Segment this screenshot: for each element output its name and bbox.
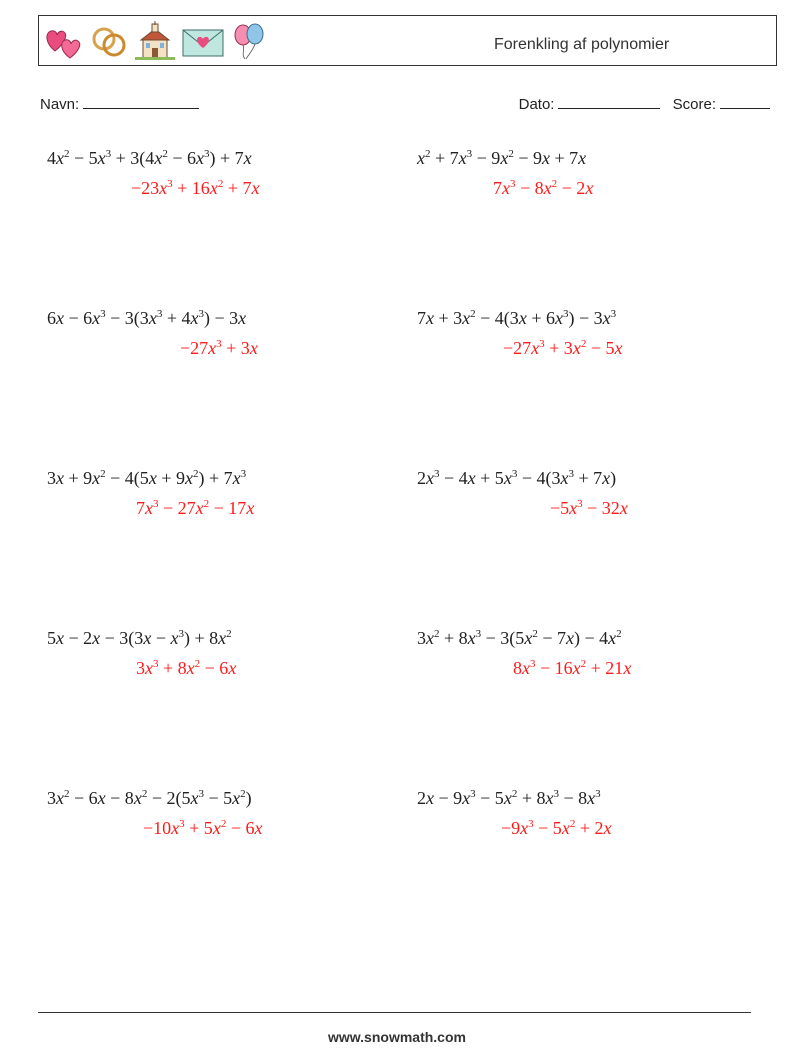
name-label: Navn: <box>40 96 80 113</box>
problem-question: $3x^2 - 6x - 8x^2 - 2(5x^3 - 5x^2)$ <box>47 788 252 808</box>
problem-question: $5x - 2x - 3(3x - x^3) + 8x^2$ <box>47 628 232 648</box>
problem-2 <box>417 148 594 198</box>
date-score-fields <box>519 94 770 113</box>
problem-question: $3x^2 + 8x^3 - 3(5x^2 - 7x) - 4x^2$ <box>417 628 622 648</box>
problem-10 <box>417 788 612 838</box>
chapel-icon <box>135 21 175 61</box>
problem-question: $x^2 + 7x^3 - 9x^2 - 9x + 7x$ <box>417 148 587 168</box>
footer-site[interactable]: www.snowmath.com <box>328 1029 466 1045</box>
problem-answer: $3x^3 + 8x^2 - 6x$ <box>136 658 237 678</box>
problem-6 <box>417 468 628 518</box>
problem-answer: $8x^3 - 16x^2 + 21x$ <box>513 658 632 678</box>
problem-answer: $7x^3 - 8x^2 - 2x$ <box>493 178 594 198</box>
score-label: Score: <box>672 96 716 113</box>
header-box <box>38 15 777 66</box>
problem-4 <box>417 308 623 358</box>
problem-question: $7x + 3x^2 - 4(3x + 6x^3) - 3x^3$ <box>417 308 617 328</box>
name-blank[interactable] <box>83 94 199 109</box>
problem-9 <box>47 788 263 838</box>
problem-8 <box>417 628 632 678</box>
worksheet-title: Forenkling af polynomier <box>494 36 670 53</box>
problem-question: $6x - 6x^3 - 3(3x^3 + 4x^3) - 3x$ <box>47 308 247 328</box>
love-letter-icon <box>181 21 225 61</box>
score-blank[interactable] <box>720 94 770 109</box>
date-label: Dato: <box>518 96 555 113</box>
problem-question: $2x - 9x^3 - 5x^2 + 8x^3 - 8x^3$ <box>417 788 601 808</box>
problem-question: $2x^3 - 4x + 5x^3 - 4(3x^3 + 7x)$ <box>417 468 617 488</box>
problem-question: $4x^2 - 5x^3 + 3(4x^2 - 6x^3) + 7x$ <box>47 148 252 168</box>
name-field <box>40 94 199 113</box>
problem-7 <box>47 628 237 678</box>
rings-icon <box>89 21 129 61</box>
problem-5 <box>47 468 255 518</box>
problem-answer: $-5x^3 - 32x$ <box>550 498 628 518</box>
balloons-icon <box>229 21 269 61</box>
problem-answer: $-27x^3 + 3x^2 - 5x$ <box>503 338 623 358</box>
date-blank[interactable] <box>558 94 660 109</box>
footer-divider <box>38 1012 751 1013</box>
problem-1 <box>47 148 260 198</box>
problem-answer: $-10x^3 + 5x^2 - 6x$ <box>143 818 263 838</box>
problem-answer: $7x^3 - 27x^2 - 17x$ <box>136 498 255 518</box>
problem-answer: $-27x^3 + 3x$ <box>180 338 258 358</box>
problem-question: $3x + 9x^2 - 4(5x + 9x^2) + 7x^3$ <box>47 468 247 488</box>
problem-3 <box>47 308 258 358</box>
problem-answer: $-23x^3 + 16x^2 + 7x$ <box>131 178 260 198</box>
hearts-icon <box>43 21 83 61</box>
problem-answer: $-9x^3 - 5x^2 + 2x$ <box>501 818 612 838</box>
